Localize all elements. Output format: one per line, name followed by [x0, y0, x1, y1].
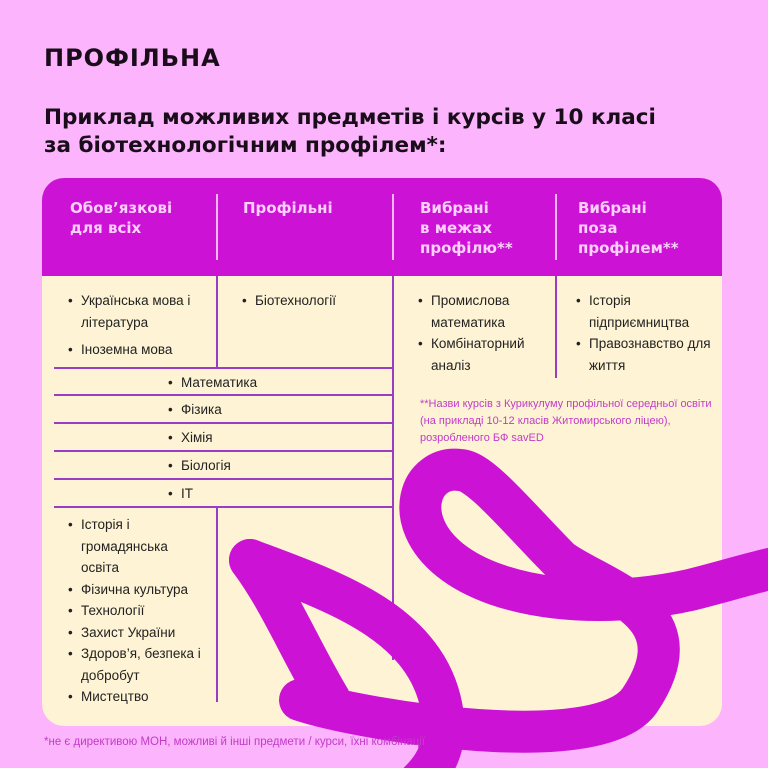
title-line-2: за біотехнологічним профілем*:	[44, 133, 447, 158]
courses-note: **Назви курсів з Курикулуму профільної середньої освіти (на прикладі 10-12 класів Житомирського ліцею), розробленого БФ savED	[420, 398, 712, 444]
list-item: • Біотехнології	[242, 290, 387, 312]
list-item: • ІТ	[168, 483, 193, 505]
column-header-line: Обов’язкові	[70, 199, 173, 217]
column-header-line: поза	[578, 219, 618, 237]
column-header-line: Вибрані	[578, 199, 647, 217]
column-header-line: Профільні	[243, 199, 333, 217]
list-item: • Промислова математика	[418, 290, 546, 333]
list-item: • Технології	[68, 600, 208, 622]
list-item: • Правознавство для життя	[576, 333, 716, 376]
column-header-line: профілю**	[420, 239, 513, 257]
title-line-1: Приклад можливих предметів і курсів у 10 класі	[44, 105, 656, 130]
column-header-line: для всіх	[70, 219, 142, 237]
list-item: • Математика	[168, 372, 257, 394]
list-item: • Історія і громадянська освіта	[68, 514, 208, 579]
list-item: • Іноземна мова	[68, 339, 213, 361]
list-item: • Комбінаторний аналіз	[418, 333, 546, 376]
column-header-line: в межах	[420, 219, 492, 237]
list-item: • Захист України	[68, 622, 208, 644]
brand-logo: ПРОФІЛЬНА	[44, 44, 221, 72]
list-item: • Мистецтво	[68, 686, 208, 708]
list-item: • Хімія	[168, 427, 213, 449]
list-item: • Здоров’я, безпека і добробут	[68, 643, 208, 686]
list-item: • Історія підприємництва	[576, 290, 716, 333]
column-header-line: профілем**	[578, 239, 679, 257]
column-header-line: Вибрані	[420, 199, 489, 217]
footnote: *не є директивою МОН, можливі й інші предмети / курси, їхні комбінації	[44, 736, 426, 748]
list-item: • Фізична культура	[68, 579, 208, 601]
list-item: • Біологія	[168, 455, 231, 477]
list-item: • Українська мова і література	[68, 290, 213, 333]
list-item: • Фізика	[168, 399, 222, 421]
